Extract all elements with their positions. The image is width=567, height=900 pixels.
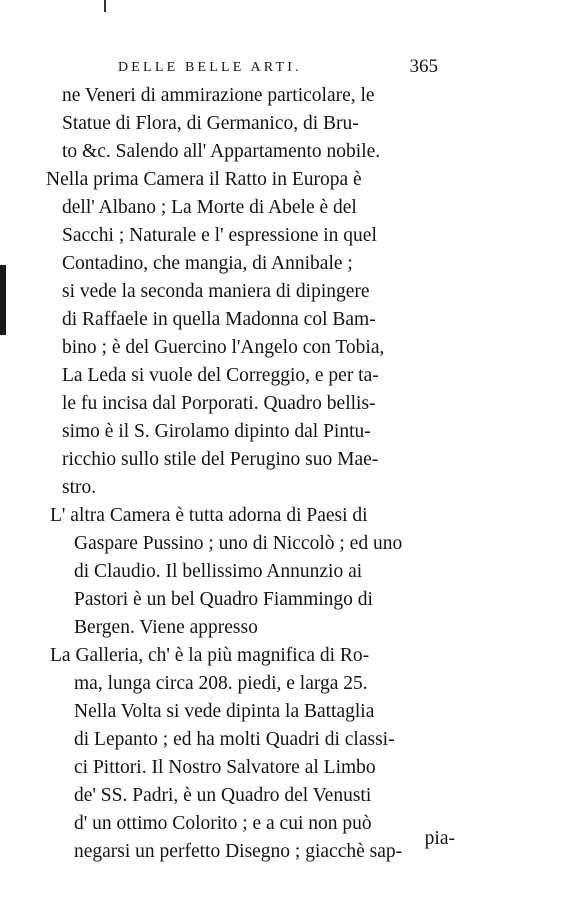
- text-line: dell' Albano ; La Morte di Abele è del: [62, 197, 357, 218]
- page-header: [118, 56, 438, 80]
- catchword: pia-: [424, 828, 455, 849]
- text-line: La Leda si vuole del Correggio, e per ta-: [62, 365, 379, 386]
- text-line: di Raffaele in quella Madonna col Bam-: [62, 309, 376, 330]
- text-line: le fu incisa dal Porporati. Quadro bellis-: [62, 393, 376, 414]
- page-edge-mark: [104, 0, 106, 12]
- text-line: Nella prima Camera il Ratto in Europa è: [46, 169, 362, 190]
- text-line: La Galleria, ch' è la più magnifica di Ro-: [50, 645, 370, 666]
- text-line: di Lepanto ; ed ha molti Quadri di classi-: [74, 729, 395, 750]
- text-line: bino ; è del Guercino l'Angelo con Tobia,: [62, 337, 385, 358]
- text-line: Nella Volta si vede dipinta la Battaglia: [74, 701, 375, 722]
- binding-shadow: [0, 265, 6, 335]
- text-line: d' un ottimo Colorito ; e a cui non può: [74, 813, 372, 834]
- text-line: di Claudio. Il bellissimo Annunzio ai: [74, 561, 363, 582]
- text-line: stro.: [62, 477, 97, 498]
- running-head: DELLE BELLE ARTI.: [118, 60, 302, 75]
- text-line: ricchio sullo stile del Perugino suo Mae-: [62, 449, 379, 470]
- text-line: ne Veneri di ammirazione particolare, le: [62, 85, 375, 106]
- text-line: Pastori è un bel Quadro Fiammingo di: [74, 589, 373, 610]
- text-line: simo è il S. Girolamo dipinto dal Pintu-: [62, 421, 371, 442]
- text-line: Bergen. Viene appresso: [74, 617, 258, 638]
- text-line: ma, lunga circa 208. piedi, e larga 25.: [74, 673, 368, 694]
- text-line: de' SS. Padri, è un Quadro del Venusti: [74, 785, 372, 806]
- page-number: 365: [409, 56, 438, 77]
- text-line: to &c. Salendo all' Appartamento nobile.: [62, 141, 381, 162]
- text-line: si vede la seconda maniera di dipingere: [62, 281, 370, 302]
- text-line: negarsi un perfetto Disegno ; giacchè sap-: [74, 841, 403, 862]
- text-line: Contadino, che mangia, di Annibale ;: [62, 253, 353, 274]
- text-line: Gaspare Pussino ; uno di Niccolò ; ed uno: [74, 533, 403, 554]
- text-line: ci Pittori. Il Nostro Salvatore al Limbo: [74, 757, 376, 778]
- text-line: Statue di Flora, di Germanico, di Bru-: [62, 113, 359, 134]
- text-line: Sacchi ; Naturale e l' espressione in quel: [62, 225, 377, 246]
- text-line: L' altra Camera è tutta adorna di Paesi di: [50, 505, 368, 526]
